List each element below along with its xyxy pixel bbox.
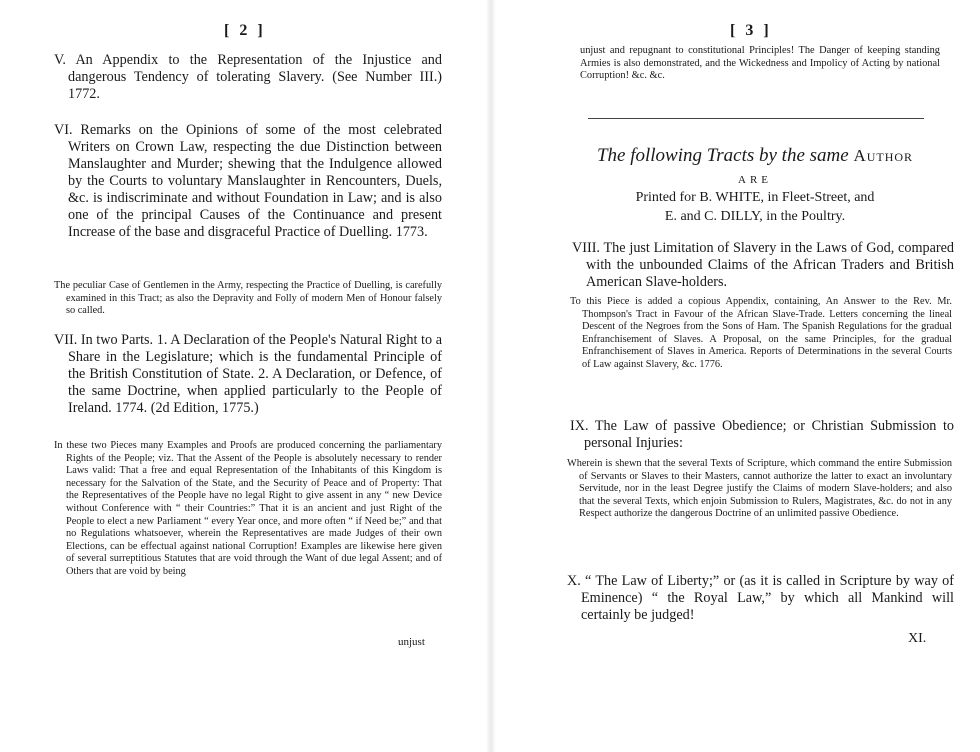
catchword: XI. — [908, 631, 927, 646]
page-number: [ 3 ] — [730, 22, 772, 39]
heading-text: The following Tracts by the same — [596, 145, 849, 166]
horizontal-rule — [588, 118, 924, 119]
entry-x: X. “ The Law of Liberty;” or (as it is called in Scripture by way of Eminence) “ the Royal Law,” by which all Mankind will certainly be judged! — [567, 573, 954, 623]
heading-line-3 — [570, 188, 940, 226]
note-viii: To this Piece is added a copious Appendix, containing, An Answer to the Rev. Mr. Thompson's Tract in Favour of the African Slave-Trade. Letters concerning the lineal Descent of the Negroes from the Sons of Ham. The Spanish Regulations for the gradual Enfranchisement of Slaves. A Proposal, on the same Principles, for the gradual Enfranchisement of Slaves in America. Reports of Determinations in the several Courts of Law against Slavery, &c. 1776. — [570, 296, 952, 370]
entry-vi: VI. Remarks on the Opinions of some of the most celebrated Writers on Crown Law, respecting the due Distinction between Manslaughter and Murder; shewing that the Indulgence allowed by the Courts to voluntary Manslaughter in Rencounters, Duels, &c. is indiscriminate and without Foundation in Law; and is also one of the principal Causes of the Continuance and present Increase of the base and disgraceful Practice of Duelling. 1773. — [54, 122, 442, 240]
section-heading — [570, 144, 940, 226]
heading-author: Author — [853, 146, 914, 165]
note-ix: Wherein is shewn that the several Texts of Scripture, which command the entire Submission of Servants or Slaves to their Masters, cannot authorize the latter to exact an involuntary Servitude, nor in the least Degree justify the Claims of modern Slave-holders; and also that the several Texts, which enjoin Submission to Rulers, Magistrates, &c. do not in any Respect authorize the dangerous Doctrine of an unlimited passive Obedience. — [567, 458, 952, 520]
heading-line-2: ARE — [738, 174, 772, 186]
catchword: unjust — [398, 636, 425, 648]
continuation-text: unjust and repugnant to constitutional Principles! The Danger of keeping standing Armies is also demonstrated, and the Wickedness and Impolicy of Acting by national Corruption! &c. &c. — [580, 45, 940, 82]
entry-ix: IX. The Law of passive Obedience; or Christian Submission to personal Injuries: — [570, 418, 954, 451]
entry-viii: VIII. The just Limitation of Slavery in the Laws of God, compared with the unbounded Claims of the African Traders and British American Slave-holders. — [572, 240, 954, 290]
note-vi: The peculiar Case of Gentlemen in the Army, respecting the Practice of Duelling, is carefully examined in this Tract; as also the Depravity and Folly of modern Men of Honour falsely so called. — [54, 280, 442, 317]
page-number: [ 2 ] — [224, 22, 266, 39]
heading-line-1 — [570, 144, 940, 168]
right-page — [490, 0, 980, 752]
entry-v: V. An Appendix to the Representation of the Injustice and dangerous Tendency of tolerating Slavery. (See Number III.) 1772. — [54, 52, 442, 102]
printer-line-b: E. and C. DILLY, in the Poultry. — [664, 209, 846, 224]
note-vii: In these two Pieces many Examples and Proofs are produced concerning the parliamentary Rights of the People; viz. That the Assent of the People is absolutely necessary to render Laws valid: That a free and equal Representation of the Inhabitants of this Kingdom is necessary for the Salvation of the State, and the Security of Peace and of Property: That the Representatives of the People have no legal Right to give assent in any “ new Device without Conference with “ their Countries:” That it is an ancient and just Right of the People to elect a new Parliament “ every Year once, and more often “ if Need be;” and that no Regulations whatsoever, wherein the Representatives are made Judges of their own Elections, can be effectual against national Corruption! Examples are likewise here given of several surreptitious Statutes that are void through the Want of due legal Assent; and of Others that are void by being — [54, 440, 442, 577]
printer-line-a: Printed for B. WHITE, in Fleet-Street, and — [635, 190, 875, 205]
entry-vii: VII. In two Parts. 1. A Declaration of the People's Natural Right to a Share in the Legislature; which is the fundamental Principle of the British Constitution of State. 2. A Declaration, or Defence, of the same Doctrine, when applied particularly to the People of Ireland. 1774. (2d Edition, 1775.) — [54, 332, 442, 416]
